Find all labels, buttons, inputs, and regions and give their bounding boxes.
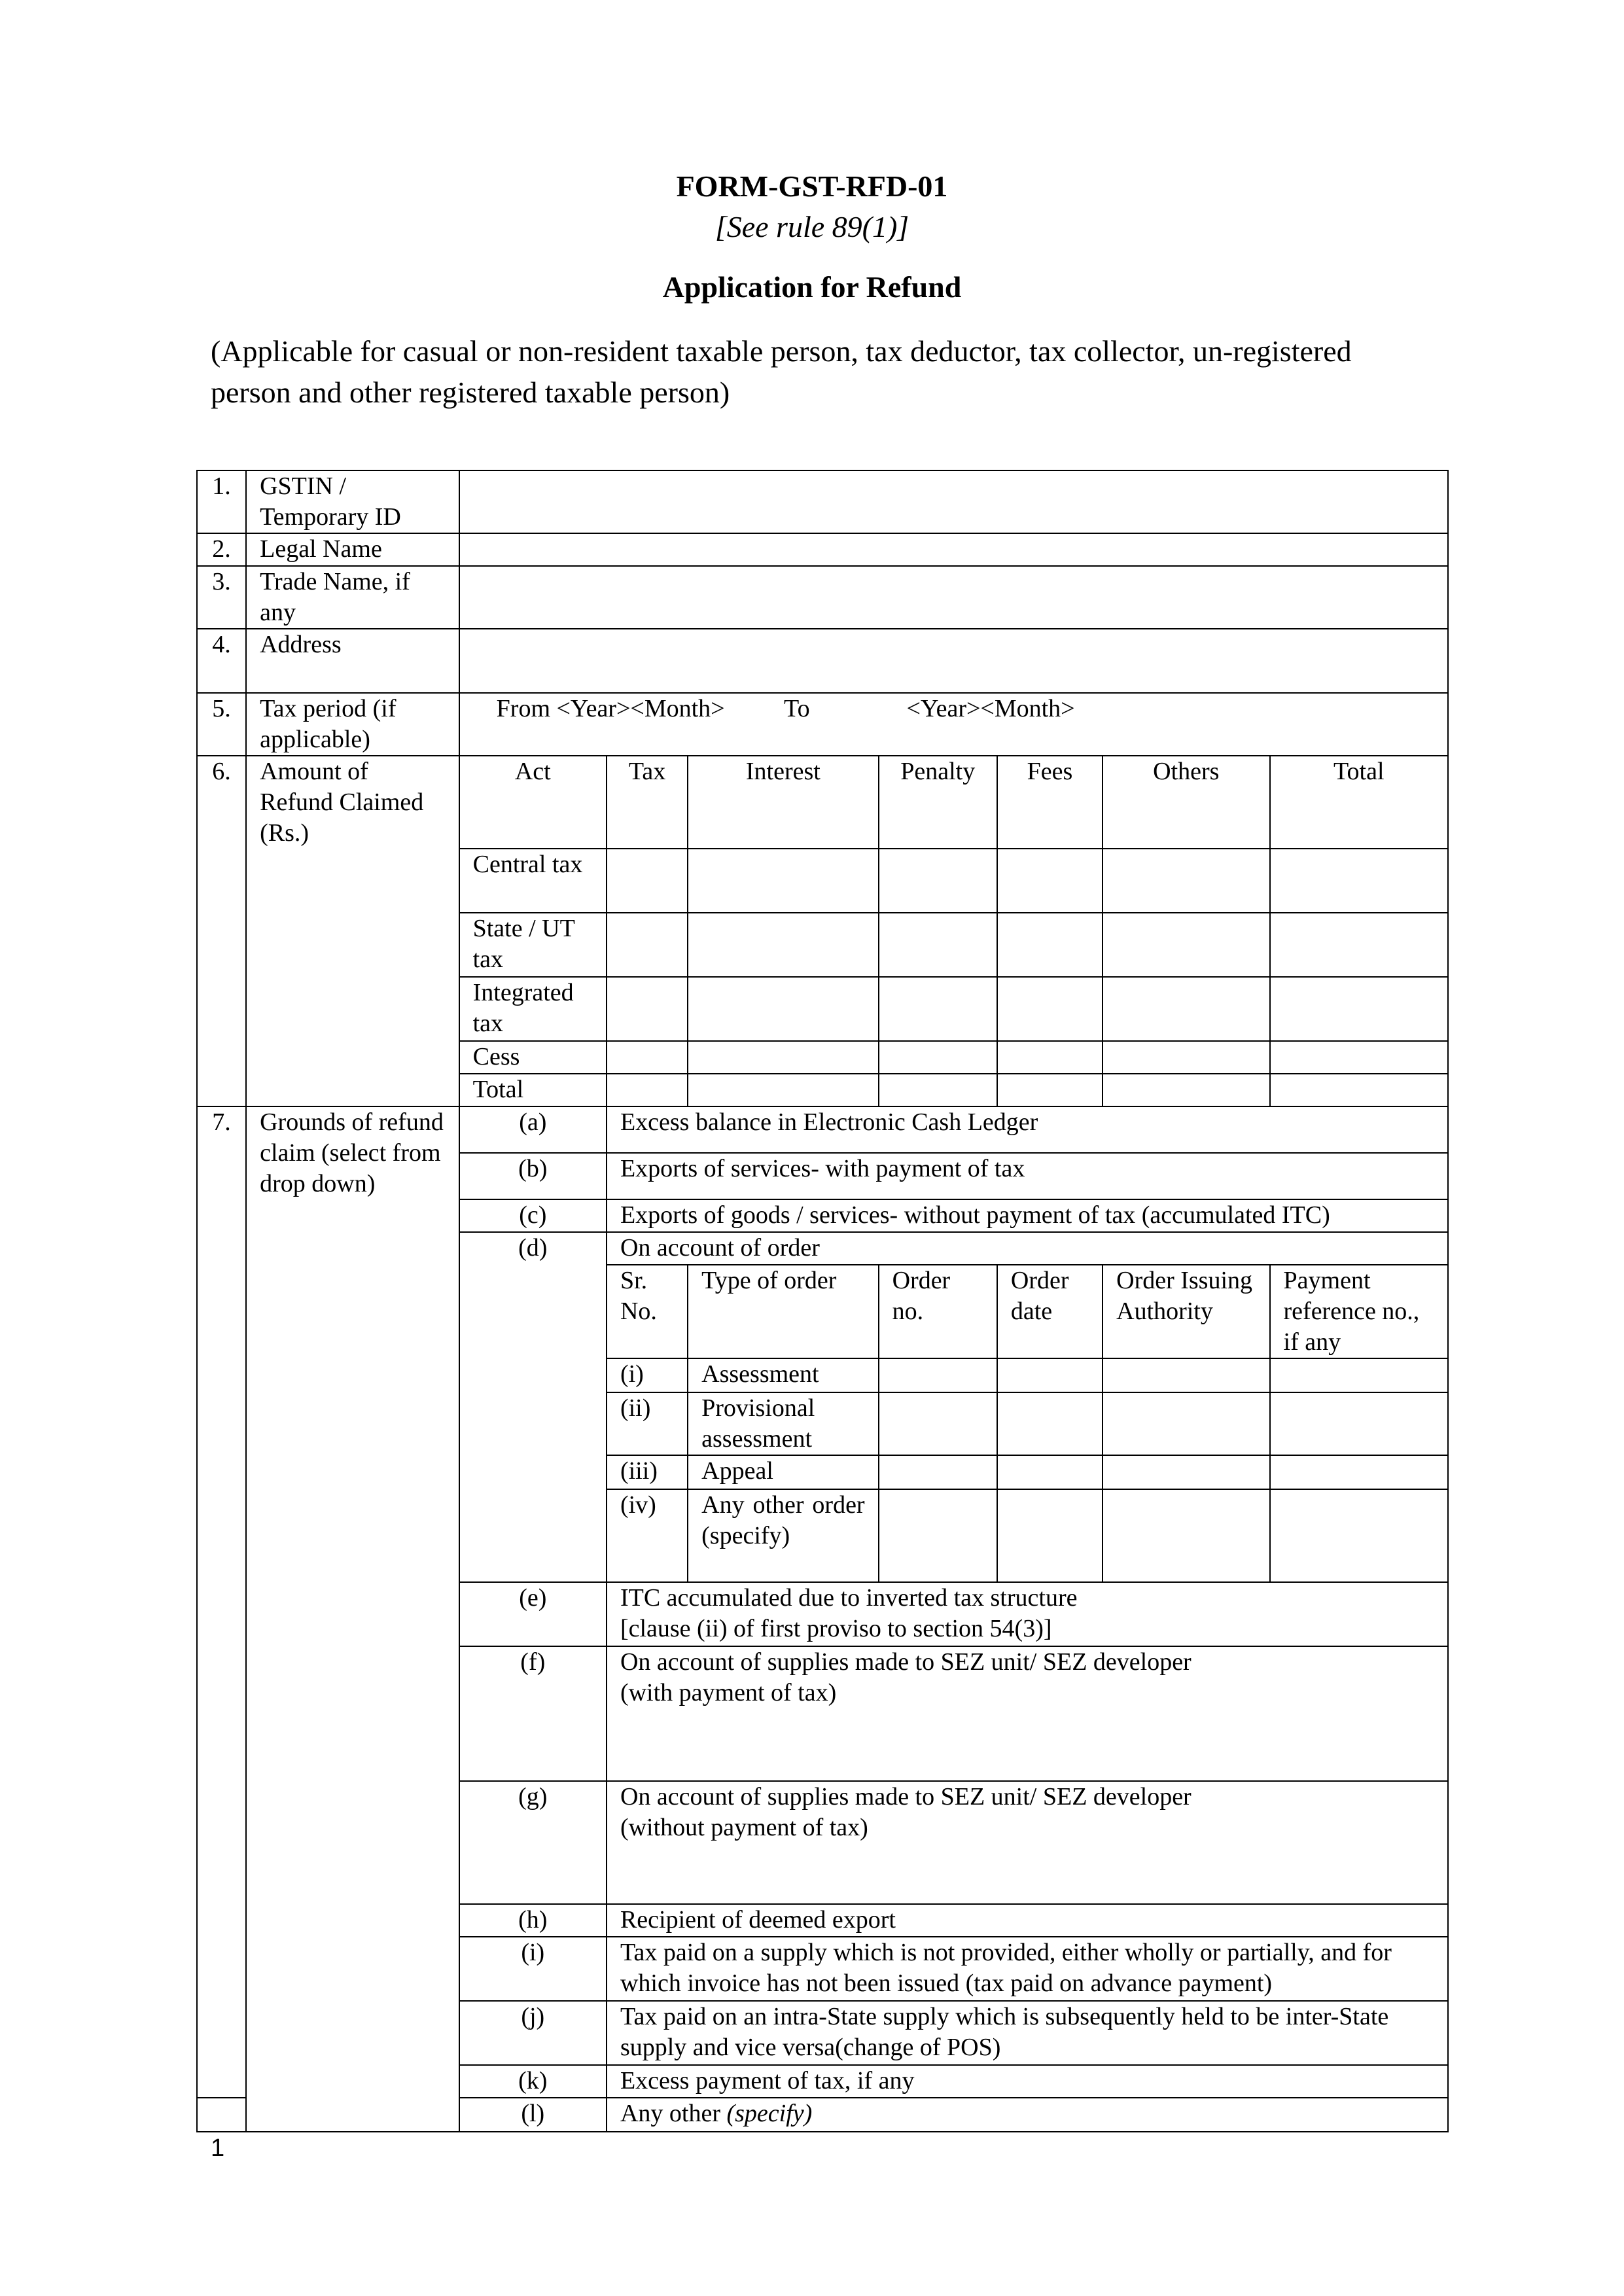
order-type: Appeal	[688, 1455, 878, 1489]
order-type: Assessment	[688, 1358, 878, 1392]
row-number: 7.	[197, 1106, 246, 1153]
gstin-input[interactable]	[459, 470, 1448, 533]
trade-name-input[interactable]	[459, 566, 1448, 629]
order-type: Any other order (specify)	[688, 1489, 878, 1582]
ground-code: (h)	[459, 1904, 607, 1937]
ground-row-f[interactable]	[197, 1646, 1448, 1781]
amount-cell[interactable]	[607, 849, 688, 913]
amount-cell[interactable]	[1270, 913, 1448, 977]
act-label: State / UT tax	[459, 913, 607, 977]
ground-text-main: Any other	[620, 2100, 720, 2127]
payment-reference-input[interactable]	[1270, 1455, 1448, 1489]
ground-code: (e)	[459, 1582, 607, 1646]
ground-row-h[interactable]	[197, 1904, 1448, 1937]
row-number: 5.	[197, 693, 246, 756]
amount-cell[interactable]	[879, 1041, 997, 1074]
order-no-input[interactable]	[879, 1358, 997, 1392]
order-row	[197, 1358, 1448, 1392]
column-header: Total	[1270, 756, 1448, 849]
ground-text: Recipient of deemed export	[607, 1904, 1448, 1937]
act-label: Central tax	[459, 849, 607, 913]
order-type: Provisional assessment	[688, 1392, 878, 1455]
ground-text: Tax paid on a supply which is not provided, either wholly or partially, and for which invoice has not been issued (tax paid on advance payment)	[607, 1937, 1448, 2001]
ground-code: (i)	[459, 1937, 607, 2001]
order-column-header: Type of order	[688, 1265, 878, 1358]
amount-cell[interactable]	[997, 1074, 1103, 1106]
row-tax-period	[197, 693, 1448, 756]
ground-text-line: On account of supplies made to SEZ unit/ SEZ developer	[620, 1648, 1192, 1676]
ground-text: Exports of goods / services- without payment of tax (accumulated ITC)	[607, 1199, 1448, 1232]
ground-code: (k)	[459, 2065, 607, 2098]
ground-row-g[interactable]	[197, 1781, 1448, 1904]
order-column-header: Sr. No.	[607, 1265, 688, 1358]
row-refund-amount-header	[197, 756, 1448, 849]
ground-row-e[interactable]	[197, 1582, 1448, 1646]
ground-row-c[interactable]	[197, 1199, 1448, 1232]
field-label: Tax period (if applicable)	[246, 693, 459, 756]
row-number: 1.	[197, 470, 246, 533]
ground-code: (c)	[459, 1199, 607, 1232]
order-sr: (ii)	[607, 1392, 688, 1455]
order-column-header: Order no.	[879, 1265, 997, 1358]
payment-reference-input[interactable]	[1270, 1358, 1448, 1392]
amount-row-state	[197, 913, 1448, 977]
address-input[interactable]	[459, 629, 1448, 693]
order-sr: (iii)	[607, 1455, 688, 1489]
ground-code: (l)	[459, 2098, 607, 2132]
amount-cell[interactable]	[997, 849, 1103, 913]
ground-row-l[interactable]	[197, 2098, 1448, 2132]
row-address	[197, 629, 1448, 693]
amount-cell[interactable]	[879, 1074, 997, 1106]
ground-code: (j)	[459, 2001, 607, 2065]
column-header: Act	[459, 756, 607, 849]
order-authority-input[interactable]	[1103, 1455, 1269, 1489]
order-authority-input[interactable]	[1103, 1358, 1269, 1392]
order-date-input[interactable]	[997, 1455, 1103, 1489]
ground-row-i[interactable]	[197, 1937, 1448, 2001]
row-number: 3.	[197, 566, 246, 629]
period-to: <Year><Month>	[906, 695, 1075, 722]
ground-code: (b)	[459, 1153, 607, 1199]
amount-cell[interactable]	[1270, 977, 1448, 1041]
ground-text	[607, 1582, 1448, 1646]
field-label: Amount of Refund Claimed (Rs.)	[246, 756, 459, 849]
amount-row-total	[197, 1074, 1448, 1106]
legal-name-input[interactable]	[459, 533, 1448, 566]
form-code: FORM-GST-RFD-01	[676, 169, 948, 203]
ground-code: (d)	[459, 1232, 607, 1265]
order-no-input[interactable]	[879, 1489, 997, 1582]
order-no-input[interactable]	[879, 1392, 997, 1455]
amount-row-central	[197, 849, 1448, 913]
amount-cell[interactable]	[688, 1041, 878, 1074]
amount-cell[interactable]	[1103, 1074, 1269, 1106]
amount-cell[interactable]	[1103, 913, 1269, 977]
order-column-header: Order Issuing Authority	[1103, 1265, 1269, 1358]
tax-period-range[interactable]	[459, 693, 1448, 756]
order-sr: (iv)	[607, 1489, 688, 1582]
ground-row-d[interactable]	[197, 1232, 1448, 1265]
amount-cell[interactable]	[879, 849, 997, 913]
amount-cell[interactable]	[1270, 1074, 1448, 1106]
ground-row-a[interactable]	[197, 1106, 1448, 1153]
ground-text-specify: (specify)	[726, 2100, 813, 2127]
amount-cell[interactable]	[688, 849, 878, 913]
ground-row-k[interactable]	[197, 2065, 1448, 2098]
order-header-row	[197, 1265, 1448, 1358]
amount-cell[interactable]	[1270, 849, 1448, 913]
column-header: Fees	[997, 756, 1103, 849]
act-label: Integrated tax	[459, 977, 607, 1041]
order-date-input[interactable]	[997, 1392, 1103, 1455]
act-label: Cess	[459, 1041, 607, 1074]
row-gstin	[197, 470, 1448, 533]
period-to-label: To	[784, 695, 810, 722]
page-number: 1	[211, 2134, 225, 2162]
field-label: Legal Name	[246, 533, 459, 566]
row-number: 6.	[197, 756, 246, 849]
order-sr: (i)	[607, 1358, 688, 1392]
row-number: 2.	[197, 533, 246, 566]
order-authority-input[interactable]	[1103, 1489, 1269, 1582]
field-label: GSTIN / Temporary ID	[246, 470, 459, 533]
applicability-note: (Applicable for casual or non-resident taxable person, tax deductor, tax collector, un-registered person and other registered taxable person)	[211, 334, 1352, 409]
ground-text	[607, 1646, 1448, 1781]
ground-text-line: On account of supplies made to SEZ unit/ SEZ developer	[620, 1783, 1192, 1810]
payment-reference-input[interactable]	[1270, 1392, 1448, 1455]
column-header: Others	[1103, 756, 1269, 849]
order-no-input[interactable]	[879, 1455, 997, 1489]
amount-cell[interactable]	[1103, 1041, 1269, 1074]
ground-text-line: ITC accumulated due to inverted tax structure	[620, 1584, 1078, 1612]
ground-code: (g)	[459, 1781, 607, 1904]
order-column-header: Payment reference no., if any	[1270, 1265, 1448, 1358]
amount-row-integrated	[197, 977, 1448, 1041]
amount-cell[interactable]	[879, 977, 997, 1041]
ground-text	[607, 1781, 1448, 1904]
period-from: From <Year><Month>	[496, 695, 725, 722]
amount-row-cess	[197, 1041, 1448, 1074]
amount-cell[interactable]	[1103, 849, 1269, 913]
column-header: Penalty	[879, 756, 997, 849]
amount-cell[interactable]	[1103, 977, 1269, 1041]
refund-application-table	[196, 470, 1449, 2132]
field-label: Grounds of refund claim (select from drop down)	[246, 1106, 459, 1199]
ground-code: (f)	[459, 1646, 607, 1781]
ground-text: On account of order	[607, 1232, 1448, 1265]
ground-code: (a)	[459, 1106, 607, 1153]
field-label: Address	[246, 629, 459, 693]
amount-cell[interactable]	[997, 977, 1103, 1041]
amount-cell[interactable]	[879, 913, 997, 977]
form-title: Application for Refund	[662, 270, 962, 304]
amount-cell[interactable]	[997, 913, 1103, 977]
amount-cell[interactable]	[688, 913, 878, 977]
column-header: Interest	[688, 756, 878, 849]
row-legal-name	[197, 533, 1448, 566]
row-number: 4.	[197, 629, 246, 693]
amount-cell[interactable]	[607, 913, 688, 977]
ground-text-line: [clause (ii) of first proviso to section 54(3)]	[620, 1615, 1052, 1642]
order-row	[197, 1455, 1448, 1489]
amount-cell[interactable]	[688, 977, 878, 1041]
payment-reference-input[interactable]	[1270, 1489, 1448, 1582]
rule-reference: [See rule 89(1)]	[715, 210, 909, 243]
amount-cell[interactable]	[607, 1041, 688, 1074]
amount-cell[interactable]	[607, 1074, 688, 1106]
amount-cell[interactable]	[997, 1041, 1103, 1074]
row-trade-name	[197, 566, 1448, 629]
ground-text: Excess balance in Electronic Cash Ledger	[607, 1106, 1448, 1153]
order-row	[197, 1489, 1448, 1582]
ground-text: Exports of services- with payment of tax	[607, 1153, 1448, 1199]
amount-cell[interactable]	[607, 977, 688, 1041]
order-date-input[interactable]	[997, 1358, 1103, 1392]
ground-text	[607, 2098, 1448, 2132]
ground-text: Excess payment of tax, if any	[607, 2065, 1448, 2098]
order-date-input[interactable]	[997, 1489, 1103, 1582]
order-column-header: Order date	[997, 1265, 1103, 1358]
order-authority-input[interactable]	[1103, 1392, 1269, 1455]
ground-row-j[interactable]	[197, 2001, 1448, 2065]
ground-text-line: (with payment of tax)	[620, 1679, 837, 1706]
amount-cell[interactable]	[1270, 1041, 1448, 1074]
ground-text: Tax paid on an intra-State supply which is subsequently held to be inter-State supply and vice versa(change of POS)	[607, 2001, 1448, 2065]
order-row	[197, 1392, 1448, 1455]
act-label: Total	[459, 1074, 607, 1106]
ground-text-line: (without payment of tax)	[620, 1814, 868, 1841]
amount-cell[interactable]	[688, 1074, 878, 1106]
column-header: Tax	[607, 756, 688, 849]
field-label: Trade Name, if any	[246, 566, 459, 629]
